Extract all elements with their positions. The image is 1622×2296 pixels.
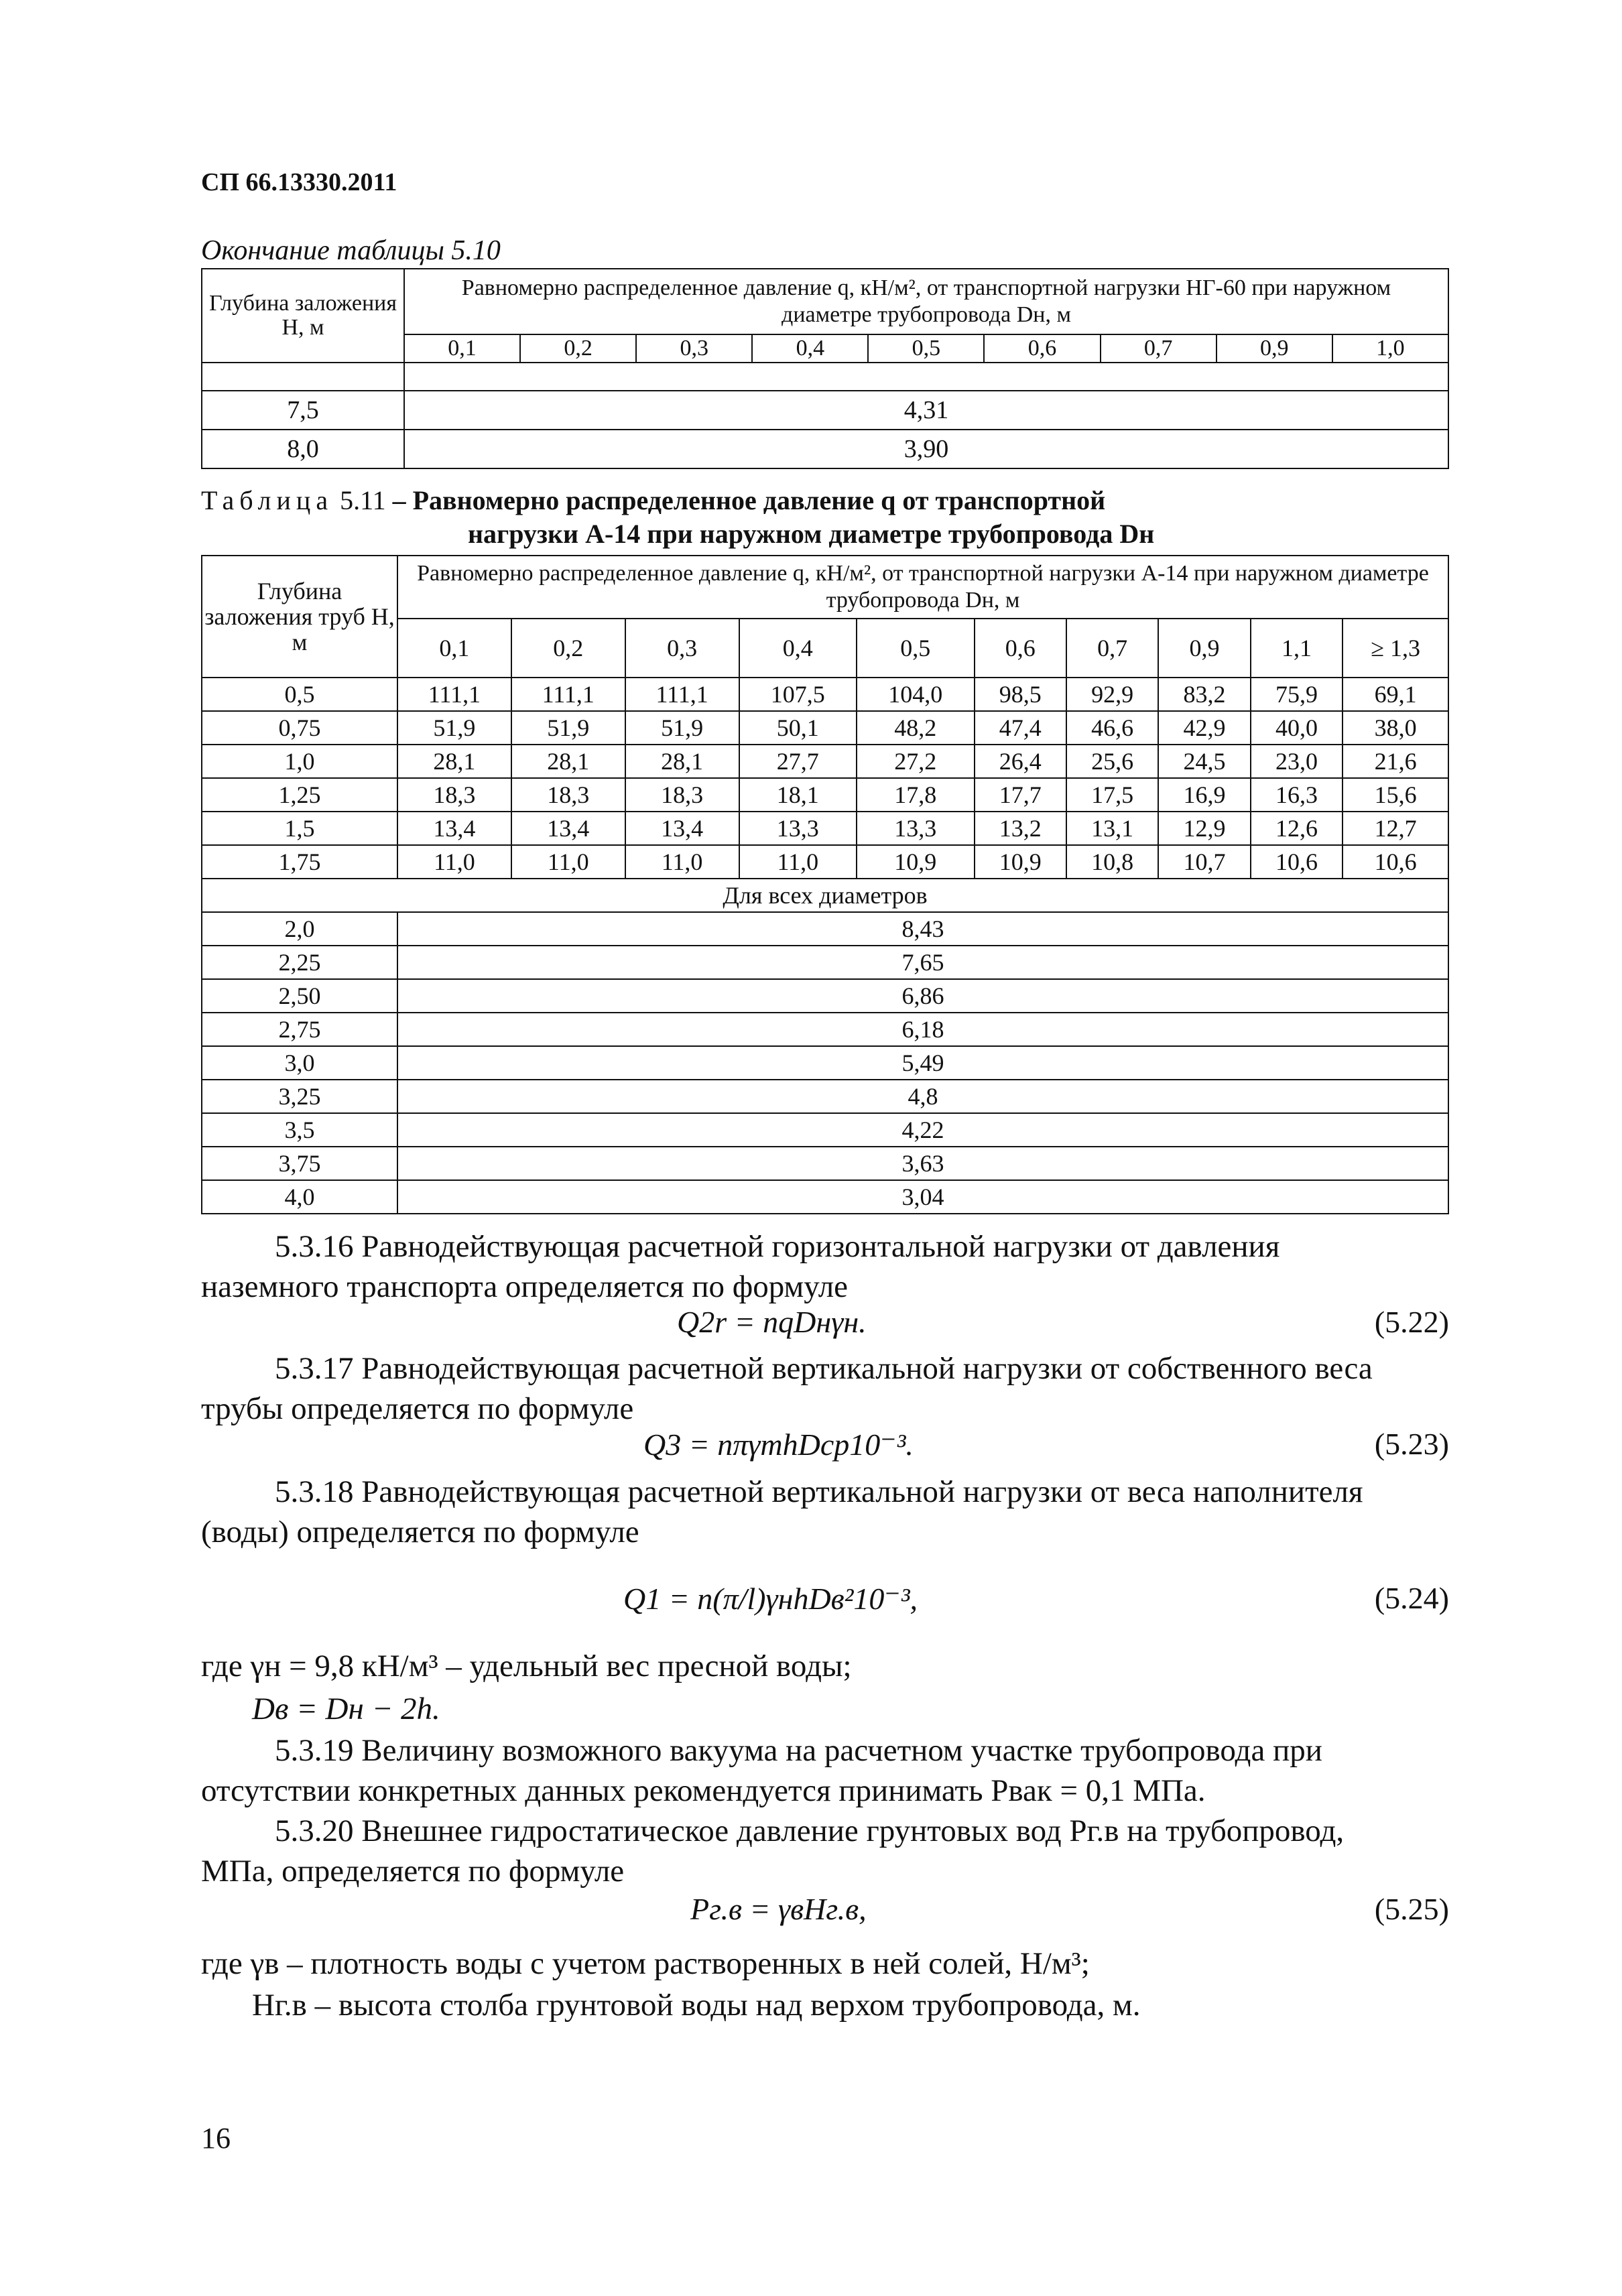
value-cell: 17,5: [1066, 778, 1158, 812]
depth-cell: 2,0: [202, 912, 397, 946]
depth-cell: 0,5: [202, 678, 397, 711]
value-cell: 98,5: [975, 678, 1066, 711]
value-cell: 10,9: [975, 845, 1066, 879]
value-cell: 111,1: [397, 678, 511, 711]
depth-cell: 7,5: [202, 391, 404, 430]
table-row: [202, 979, 1448, 1013]
value-cell: 18,1: [739, 778, 857, 812]
empty-row: [202, 363, 1448, 391]
value-cell: 12,9: [1158, 812, 1250, 845]
text-line: 5.3.19 Величину возможного вакуума на расчетном участке трубопровода при: [275, 1733, 1322, 1768]
text-line: МПа, определяется по формуле: [201, 1854, 625, 1889]
note-5-24-line-1: где γн = 9,8 кН/м³ – удельный вес пресной воды;: [201, 1649, 852, 1683]
value-cell: 10,6: [1251, 845, 1343, 879]
diameter-cell: 0,2: [520, 334, 636, 363]
depth-cell: 2,75: [202, 1013, 397, 1046]
table-5-10-end: [201, 268, 1449, 469]
table-row: [202, 1147, 1448, 1180]
diameter-cell: 0,5: [857, 619, 974, 678]
value-cell: 47,4: [975, 711, 1066, 745]
value-cell: 17,7: [975, 778, 1066, 812]
paragraph-5-3-18: [201, 1472, 1449, 1552]
value-cell: 4,8: [397, 1080, 1448, 1113]
value-cell: 6,18: [397, 1013, 1448, 1046]
value-cell: 38,0: [1343, 711, 1448, 745]
pressure-header: Равномерно распределенное давление q, кН/м², от транспортной нагрузки А-14 при наружном диаметре трубопровода Dн, м: [397, 556, 1448, 619]
value-cell: 10,8: [1066, 845, 1158, 879]
diameter-cell: 0,6: [984, 334, 1100, 363]
value-cell: 27,7: [739, 745, 857, 778]
diameter-cell: 0,2: [511, 619, 625, 678]
formula-number-5-23: (5.23): [1374, 1427, 1449, 1461]
table-row: [202, 1180, 1448, 1214]
formula-number-5-22: (5.22): [1374, 1305, 1449, 1339]
diameter-cell: 0,9: [1216, 334, 1332, 363]
paragraph-5-3-16: [201, 1226, 1449, 1307]
value-cell: 12,6: [1251, 812, 1343, 845]
diameter-cell: 0,6: [975, 619, 1066, 678]
value-cell: 50,1: [739, 711, 857, 745]
value-cell: 51,9: [625, 711, 739, 745]
value-cell: 10,9: [857, 845, 974, 879]
value-cell: 3,90: [404, 430, 1448, 468]
document-code: СП 66.13330.2011: [201, 168, 397, 196]
depth-cell: 4,0: [202, 1180, 397, 1214]
diameter-cell: 0,7: [1066, 619, 1158, 678]
value-cell: 46,6: [1066, 711, 1158, 745]
note-5-25-line-2: Hг.в – высота столба грунтовой воды над верхом трубопровода, м.: [252, 1988, 1141, 2023]
value-cell: 26,4: [975, 745, 1066, 778]
value-cell: 13,4: [397, 812, 511, 845]
value-cell: 51,9: [511, 711, 625, 745]
depth-cell: 3,25: [202, 1080, 397, 1113]
value-cell: 13,3: [739, 812, 857, 845]
table-continuation-caption: Окончание таблицы 5.10: [201, 235, 501, 266]
diameter-cell: 1,0: [1332, 334, 1448, 363]
table-row: [202, 845, 1448, 879]
value-cell: 28,1: [397, 745, 511, 778]
table-row: [202, 1013, 1448, 1046]
value-cell: 7,65: [397, 946, 1448, 979]
value-cell: 111,1: [511, 678, 625, 711]
diameter-cell: 0,3: [636, 334, 752, 363]
table-row: [202, 946, 1448, 979]
text-line: 5.3.18 Равнодействующая расчетной вертикальной нагрузки от веса наполнителя: [275, 1474, 1363, 1509]
value-cell: 13,2: [975, 812, 1066, 845]
value-cell: 11,0: [739, 845, 857, 879]
diameter-cell: 0,9: [1158, 619, 1250, 678]
value-cell: 83,2: [1158, 678, 1250, 711]
text-line: наземного транспорта определяется по формуле: [201, 1269, 849, 1304]
value-cell: 11,0: [625, 845, 739, 879]
value-cell: 92,9: [1066, 678, 1158, 711]
value-cell: 8,43: [397, 912, 1448, 946]
value-cell: 5,49: [397, 1046, 1448, 1080]
table-label: Таблица: [201, 485, 334, 515]
value-cell: 25,6: [1066, 745, 1158, 778]
depth-cell: 3,75: [202, 1147, 397, 1180]
value-cell: 13,1: [1066, 812, 1158, 845]
value-cell: 104,0: [857, 678, 974, 711]
depth-cell: 3,5: [202, 1113, 397, 1147]
value-cell: 13,3: [857, 812, 974, 845]
paragraph-5-3-17: [201, 1348, 1449, 1429]
value-cell: 10,7: [1158, 845, 1250, 879]
paragraph-5-3-20: [201, 1811, 1449, 1891]
value-cell: 23,0: [1251, 745, 1343, 778]
formula-number-5-25: (5.25): [1374, 1892, 1449, 1926]
diameter-cell: 0,1: [404, 334, 520, 363]
text-line: отсутствии конкретных данных рекомендуется принимать Pвак = 0,1 МПа.: [201, 1773, 1206, 1808]
table-row: [202, 711, 1448, 745]
depth-cell: 1,0: [202, 745, 397, 778]
value-cell: 10,6: [1343, 845, 1448, 879]
page-number: 16: [201, 2122, 231, 2155]
diameter-cell: 0,3: [625, 619, 739, 678]
value-cell: 11,0: [397, 845, 511, 879]
table-row: [202, 1080, 1448, 1113]
depth-cell: 8,0: [202, 430, 404, 468]
table-5-11: [201, 555, 1449, 1214]
value-cell: 24,5: [1158, 745, 1250, 778]
depth-cell: 1,75: [202, 845, 397, 879]
value-cell: 28,1: [625, 745, 739, 778]
value-cell: 21,6: [1343, 745, 1448, 778]
value-cell: 42,9: [1158, 711, 1250, 745]
value-cell: 3,04: [397, 1180, 1448, 1214]
diameter-cell: 0,7: [1101, 334, 1216, 363]
depth-column-header: Глубина заложения H, м: [202, 269, 404, 363]
all-diameters-row: [202, 879, 1448, 912]
table-row: [202, 745, 1448, 778]
text-line: 5.3.17 Равнодействующая расчетной вертикальной нагрузки от собственного веса: [275, 1351, 1373, 1386]
depth-cell: 2,25: [202, 946, 397, 979]
note-5-24-line-2: Dв = Dн − 2h.: [252, 1692, 440, 1726]
formula-5-25: Pг.в = γвHг.в,: [690, 1892, 867, 1926]
formula-5-23: Q3 = nπγтhDср10⁻³.: [643, 1427, 914, 1462]
table-row: [202, 912, 1448, 946]
value-cell: 16,3: [1251, 778, 1343, 812]
value-cell: 3,63: [397, 1147, 1448, 1180]
value-cell: 4,31: [404, 391, 1448, 430]
value-cell: 6,86: [397, 979, 1448, 1013]
text-line: трубы определяется по формуле: [201, 1391, 634, 1426]
diameter-cell: 0,4: [752, 334, 868, 363]
all-diameters-label: Для всех диаметров: [202, 879, 1448, 912]
pressure-header: Равномерно распределенное давление q, кН/м², от транспортной нагрузки НГ-60 при наружном диаметре трубопровода Dн, м: [404, 269, 1448, 334]
value-cell: 18,3: [511, 778, 625, 812]
depth-cell: 2,50: [202, 979, 397, 1013]
value-cell: 17,8: [857, 778, 974, 812]
formula-5-24: Q1 = n(π/l)γнhDв²10⁻³,: [623, 1582, 918, 1616]
paragraph-5-3-19: [201, 1730, 1449, 1811]
empty-cell: [202, 363, 404, 391]
table-5-11-title: [201, 484, 1449, 551]
table-row: [202, 391, 1448, 430]
text-line: (воды) определяется по формуле: [201, 1515, 639, 1549]
value-cell: 18,3: [625, 778, 739, 812]
value-cell: 4,22: [397, 1113, 1448, 1147]
table-row: [202, 678, 1448, 711]
value-cell: 16,9: [1158, 778, 1250, 812]
table-number: 5.11: [340, 485, 386, 515]
table-row: [202, 430, 1448, 468]
diameter-cell: ≥ 1,3: [1343, 619, 1448, 678]
value-cell: 48,2: [857, 711, 974, 745]
diameter-cell: 0,4: [739, 619, 857, 678]
note-5-25-line-1: где γв – плотность воды с учетом растворенных в ней солей, Н/м³;: [201, 1946, 1090, 1981]
value-cell: 75,9: [1251, 678, 1343, 711]
diameter-cell: 1,1: [1251, 619, 1343, 678]
depth-cell: 3,0: [202, 1046, 397, 1080]
depth-column-header: Глубина заложения труб H, м: [202, 556, 397, 678]
table-row: [202, 812, 1448, 845]
value-cell: 18,3: [397, 778, 511, 812]
value-cell: 13,4: [511, 812, 625, 845]
depth-cell: 1,25: [202, 778, 397, 812]
text-line: 5.3.20 Внешнее гидростатическое давление грунтовых вод Pг.в на трубопровод,: [275, 1813, 1345, 1848]
diameter-cell: 0,1: [397, 619, 511, 678]
value-cell: 15,6: [1343, 778, 1448, 812]
value-cell: 27,2: [857, 745, 974, 778]
value-cell: 69,1: [1343, 678, 1448, 711]
value-cell: 107,5: [739, 678, 857, 711]
value-cell: 111,1: [625, 678, 739, 711]
formula-5-22: Q2r = nqDнγн.: [677, 1305, 867, 1339]
value-cell: 11,0: [511, 845, 625, 879]
value-cell: 13,4: [625, 812, 739, 845]
value-cell: 28,1: [511, 745, 625, 778]
depth-cell: 0,75: [202, 711, 397, 745]
empty-cell: [404, 363, 1448, 391]
text-line: 5.3.16 Равнодействующая расчетной горизонтальной нагрузки от давления: [275, 1229, 1280, 1264]
table-row: [202, 1046, 1448, 1080]
value-cell: 12,7: [1343, 812, 1448, 845]
table-row: [202, 778, 1448, 812]
diameter-cell: 0,5: [868, 334, 984, 363]
value-cell: 40,0: [1251, 711, 1343, 745]
depth-cell: 1,5: [202, 812, 397, 845]
table-title-line-1: – Равномерно распределенное давление q от транспортной: [392, 485, 1106, 515]
table-title-line-2: нагрузки А-14 при наружном диаметре трубопровода Dн: [468, 519, 1155, 549]
value-cell: 51,9: [397, 711, 511, 745]
table-row: [202, 1113, 1448, 1147]
formula-number-5-24: (5.24): [1374, 1581, 1449, 1615]
